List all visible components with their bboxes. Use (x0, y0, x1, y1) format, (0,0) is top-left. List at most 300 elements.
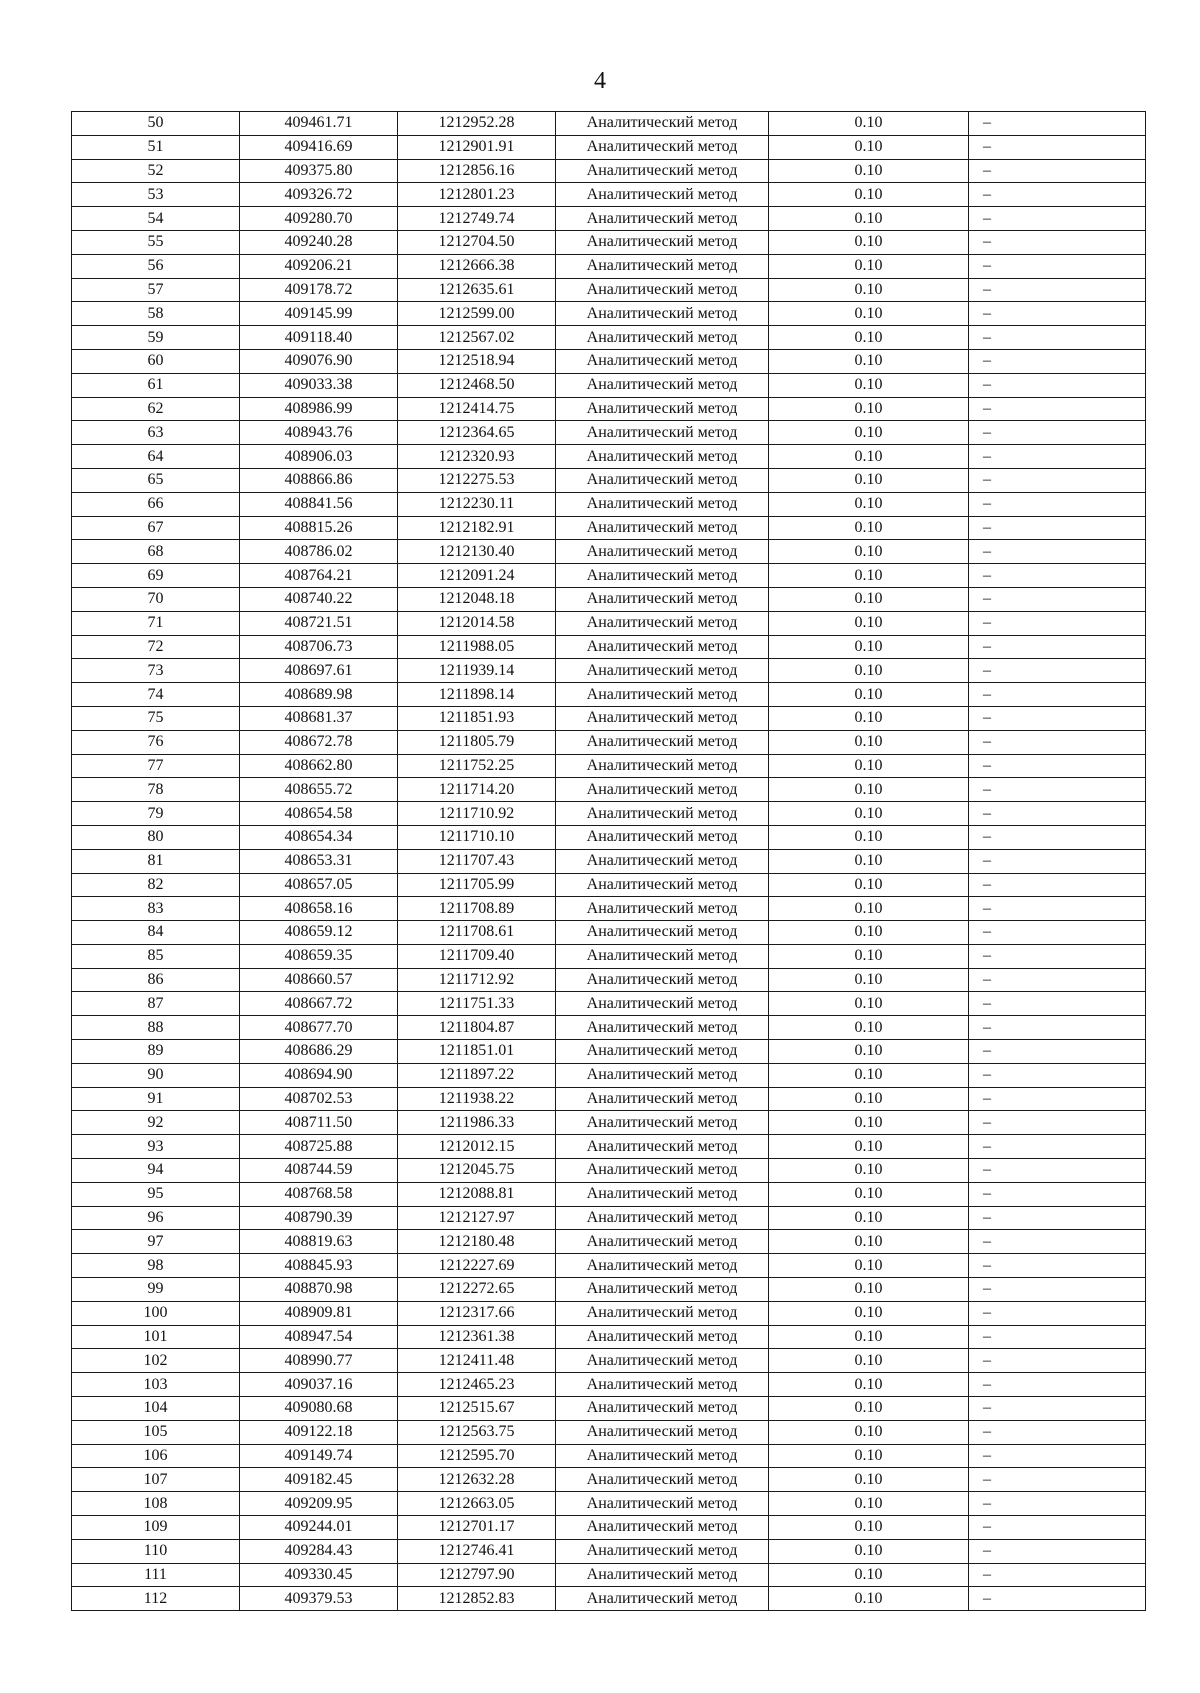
description-cell: – (969, 397, 1146, 421)
description-cell: – (969, 1016, 1146, 1040)
method-cell: Аналитический метод (556, 1516, 769, 1540)
coordinates-table (71, 111, 1146, 1611)
y-coordinate-cell: 1212563.75 (398, 1420, 556, 1444)
accuracy-cell: 0.10 (769, 1159, 969, 1183)
accuracy-cell: 0.10 (769, 1135, 969, 1159)
x-coordinate-cell: 408702.53 (240, 1087, 398, 1111)
x-coordinate-cell: 408986.99 (240, 397, 398, 421)
description-cell: – (969, 921, 1146, 945)
table-row (72, 302, 1146, 326)
description-cell: – (969, 349, 1146, 373)
description-cell: – (969, 968, 1146, 992)
accuracy-cell: 0.10 (769, 1397, 969, 1421)
y-coordinate-cell: 1212361.38 (398, 1325, 556, 1349)
accuracy-cell: 0.10 (769, 183, 969, 207)
x-coordinate-cell: 409033.38 (240, 373, 398, 397)
description-cell: – (969, 944, 1146, 968)
accuracy-cell: 0.10 (769, 802, 969, 826)
accuracy-cell: 0.10 (769, 1444, 969, 1468)
x-coordinate-cell: 409037.16 (240, 1373, 398, 1397)
accuracy-cell: 0.10 (769, 873, 969, 897)
x-coordinate-cell: 408790.39 (240, 1206, 398, 1230)
y-coordinate-cell: 1212856.16 (398, 159, 556, 183)
x-coordinate-cell: 409240.28 (240, 230, 398, 254)
point-number-cell: 81 (72, 849, 240, 873)
table-row (72, 968, 1146, 992)
accuracy-cell: 0.10 (769, 159, 969, 183)
description-cell: – (969, 992, 1146, 1016)
description-cell: – (969, 1468, 1146, 1492)
table-row (72, 635, 1146, 659)
y-coordinate-cell: 1212518.94 (398, 349, 556, 373)
table-row (72, 706, 1146, 730)
method-cell: Аналитический метод (556, 468, 769, 492)
description-cell: – (969, 1516, 1146, 1540)
x-coordinate-cell: 408721.51 (240, 611, 398, 635)
method-cell: Аналитический метод (556, 278, 769, 302)
point-number-cell: 50 (72, 112, 240, 136)
description-cell: – (969, 1206, 1146, 1230)
description-cell: – (969, 873, 1146, 897)
accuracy-cell: 0.10 (769, 302, 969, 326)
method-cell: Аналитический метод (556, 706, 769, 730)
method-cell: Аналитический метод (556, 373, 769, 397)
x-coordinate-cell: 408660.57 (240, 968, 398, 992)
accuracy-cell: 0.10 (769, 1539, 969, 1563)
accuracy-cell: 0.10 (769, 230, 969, 254)
accuracy-cell: 0.10 (769, 421, 969, 445)
point-number-cell: 67 (72, 516, 240, 540)
y-coordinate-cell: 1211804.87 (398, 1016, 556, 1040)
method-cell: Аналитический метод (556, 397, 769, 421)
accuracy-cell: 0.10 (769, 1325, 969, 1349)
point-number-cell: 52 (72, 159, 240, 183)
point-number-cell: 111 (72, 1563, 240, 1587)
method-cell: Аналитический метод (556, 1278, 769, 1302)
point-number-cell: 78 (72, 778, 240, 802)
y-coordinate-cell: 1211939.14 (398, 659, 556, 683)
method-cell: Аналитический метод (556, 1301, 769, 1325)
point-number-cell: 63 (72, 421, 240, 445)
point-number-cell: 77 (72, 754, 240, 778)
description-cell: – (969, 611, 1146, 635)
y-coordinate-cell: 1212567.02 (398, 326, 556, 350)
x-coordinate-cell: 409379.53 (240, 1587, 398, 1611)
x-coordinate-cell: 408657.05 (240, 873, 398, 897)
table-row (72, 159, 1146, 183)
point-number-cell: 96 (72, 1206, 240, 1230)
description-cell: – (969, 159, 1146, 183)
x-coordinate-cell: 408866.86 (240, 468, 398, 492)
table-row (72, 278, 1146, 302)
accuracy-cell: 0.10 (769, 968, 969, 992)
x-coordinate-cell: 408659.12 (240, 921, 398, 945)
table-row (72, 1206, 1146, 1230)
method-cell: Аналитический метод (556, 135, 769, 159)
y-coordinate-cell: 1212515.67 (398, 1397, 556, 1421)
x-coordinate-cell: 409326.72 (240, 183, 398, 207)
table-row (72, 944, 1146, 968)
y-coordinate-cell: 1211752.25 (398, 754, 556, 778)
method-cell: Аналитический метод (556, 254, 769, 278)
table-row (72, 468, 1146, 492)
x-coordinate-cell: 408659.35 (240, 944, 398, 968)
description-cell: – (969, 659, 1146, 683)
description-cell: – (969, 445, 1146, 469)
table-row (72, 1230, 1146, 1254)
accuracy-cell: 0.10 (769, 1182, 969, 1206)
point-number-cell: 66 (72, 492, 240, 516)
table-row (72, 825, 1146, 849)
method-cell: Аналитический метод (556, 921, 769, 945)
accuracy-cell: 0.10 (769, 1206, 969, 1230)
y-coordinate-cell: 1212704.50 (398, 230, 556, 254)
y-coordinate-cell: 1212048.18 (398, 587, 556, 611)
x-coordinate-cell: 409182.45 (240, 1468, 398, 1492)
method-cell: Аналитический метод (556, 349, 769, 373)
y-coordinate-cell: 1211710.92 (398, 802, 556, 826)
table-row (72, 1040, 1146, 1064)
y-coordinate-cell: 1211938.22 (398, 1087, 556, 1111)
point-number-cell: 102 (72, 1349, 240, 1373)
method-cell: Аналитический метод (556, 1420, 769, 1444)
method-cell: Аналитический метод (556, 873, 769, 897)
description-cell: – (969, 492, 1146, 516)
x-coordinate-cell: 408681.37 (240, 706, 398, 730)
method-cell: Аналитический метод (556, 1325, 769, 1349)
description-cell: – (969, 207, 1146, 231)
description-cell: – (969, 254, 1146, 278)
x-coordinate-cell: 409280.70 (240, 207, 398, 231)
x-coordinate-cell: 409284.43 (240, 1539, 398, 1563)
table-row (72, 730, 1146, 754)
description-cell: – (969, 516, 1146, 540)
x-coordinate-cell: 409206.21 (240, 254, 398, 278)
point-number-cell: 83 (72, 897, 240, 921)
x-coordinate-cell: 408667.72 (240, 992, 398, 1016)
description-cell: – (969, 468, 1146, 492)
method-cell: Аналитический метод (556, 1182, 769, 1206)
accuracy-cell: 0.10 (769, 516, 969, 540)
x-coordinate-cell: 408943.76 (240, 421, 398, 445)
y-coordinate-cell: 1212952.28 (398, 112, 556, 136)
method-cell: Аналитический метод (556, 326, 769, 350)
description-cell: – (969, 1159, 1146, 1183)
x-coordinate-cell: 408654.34 (240, 825, 398, 849)
point-number-cell: 95 (72, 1182, 240, 1206)
point-number-cell: 58 (72, 302, 240, 326)
table-row (72, 183, 1146, 207)
x-coordinate-cell: 408725.88 (240, 1135, 398, 1159)
accuracy-cell: 0.10 (769, 921, 969, 945)
description-cell: – (969, 635, 1146, 659)
method-cell: Аналитический метод (556, 421, 769, 445)
y-coordinate-cell: 1211986.33 (398, 1111, 556, 1135)
point-number-cell: 94 (72, 1159, 240, 1183)
y-coordinate-cell: 1211712.92 (398, 968, 556, 992)
description-cell: – (969, 754, 1146, 778)
accuracy-cell: 0.10 (769, 1516, 969, 1540)
point-number-cell: 71 (72, 611, 240, 635)
accuracy-cell: 0.10 (769, 326, 969, 350)
table-row (72, 112, 1146, 136)
accuracy-cell: 0.10 (769, 635, 969, 659)
x-coordinate-cell: 408662.80 (240, 754, 398, 778)
y-coordinate-cell: 1211751.33 (398, 992, 556, 1016)
description-cell: – (969, 825, 1146, 849)
table-row (72, 254, 1146, 278)
table-row (72, 540, 1146, 564)
table-row (72, 1159, 1146, 1183)
description-cell: – (969, 326, 1146, 350)
table-row (72, 373, 1146, 397)
accuracy-cell: 0.10 (769, 564, 969, 588)
table-row (72, 492, 1146, 516)
point-number-cell: 110 (72, 1539, 240, 1563)
accuracy-cell: 0.10 (769, 397, 969, 421)
accuracy-cell: 0.10 (769, 659, 969, 683)
method-cell: Аналитический метод (556, 1373, 769, 1397)
accuracy-cell: 0.10 (769, 1111, 969, 1135)
x-coordinate-cell: 408706.73 (240, 635, 398, 659)
method-cell: Аналитический метод (556, 1206, 769, 1230)
accuracy-cell: 0.10 (769, 778, 969, 802)
method-cell: Аналитический метод (556, 1349, 769, 1373)
accuracy-cell: 0.10 (769, 730, 969, 754)
coordinates-table-body (72, 112, 1146, 1611)
accuracy-cell: 0.10 (769, 1468, 969, 1492)
method-cell: Аналитический метод (556, 897, 769, 921)
method-cell: Аналитический метод (556, 1397, 769, 1421)
table-row (72, 1278, 1146, 1302)
x-coordinate-cell: 409178.72 (240, 278, 398, 302)
method-cell: Аналитический метод (556, 1135, 769, 1159)
accuracy-cell: 0.10 (769, 611, 969, 635)
table-row (72, 873, 1146, 897)
point-number-cell: 85 (72, 944, 240, 968)
y-coordinate-cell: 1212180.48 (398, 1230, 556, 1254)
y-coordinate-cell: 1211709.40 (398, 944, 556, 968)
method-cell: Аналитический метод (556, 968, 769, 992)
x-coordinate-cell: 408653.31 (240, 849, 398, 873)
method-cell: Аналитический метод (556, 1063, 769, 1087)
method-cell: Аналитический метод (556, 564, 769, 588)
y-coordinate-cell: 1212411.48 (398, 1349, 556, 1373)
method-cell: Аналитический метод (556, 516, 769, 540)
point-number-cell: 86 (72, 968, 240, 992)
accuracy-cell: 0.10 (769, 1254, 969, 1278)
accuracy-cell: 0.10 (769, 373, 969, 397)
y-coordinate-cell: 1212852.83 (398, 1587, 556, 1611)
point-number-cell: 100 (72, 1301, 240, 1325)
description-cell: – (969, 540, 1146, 564)
y-coordinate-cell: 1212317.66 (398, 1301, 556, 1325)
description-cell: – (969, 302, 1146, 326)
method-cell: Аналитический метод (556, 112, 769, 136)
method-cell: Аналитический метод (556, 754, 769, 778)
y-coordinate-cell: 1212320.93 (398, 445, 556, 469)
accuracy-cell: 0.10 (769, 254, 969, 278)
y-coordinate-cell: 1212599.00 (398, 302, 556, 326)
y-coordinate-cell: 1211708.61 (398, 921, 556, 945)
description-cell: – (969, 1397, 1146, 1421)
method-cell: Аналитический метод (556, 1539, 769, 1563)
point-number-cell: 56 (72, 254, 240, 278)
point-number-cell: 65 (72, 468, 240, 492)
table-row (72, 1063, 1146, 1087)
description-cell: – (969, 1420, 1146, 1444)
y-coordinate-cell: 1212275.53 (398, 468, 556, 492)
point-number-cell: 59 (72, 326, 240, 350)
y-coordinate-cell: 1212595.70 (398, 1444, 556, 1468)
point-number-cell: 92 (72, 1111, 240, 1135)
method-cell: Аналитический метод (556, 1254, 769, 1278)
description-cell: – (969, 849, 1146, 873)
x-coordinate-cell: 408764.21 (240, 564, 398, 588)
y-coordinate-cell: 1212801.23 (398, 183, 556, 207)
table-row (72, 1563, 1146, 1587)
description-cell: – (969, 183, 1146, 207)
method-cell: Аналитический метод (556, 778, 769, 802)
description-cell: – (969, 1278, 1146, 1302)
method-cell: Аналитический метод (556, 1563, 769, 1587)
method-cell: Аналитический метод (556, 635, 769, 659)
accuracy-cell: 0.10 (769, 468, 969, 492)
table-row (72, 849, 1146, 873)
point-number-cell: 108 (72, 1492, 240, 1516)
description-cell: – (969, 587, 1146, 611)
point-number-cell: 98 (72, 1254, 240, 1278)
y-coordinate-cell: 1212701.17 (398, 1516, 556, 1540)
point-number-cell: 87 (72, 992, 240, 1016)
table-row (72, 897, 1146, 921)
point-number-cell: 74 (72, 683, 240, 707)
point-number-cell: 64 (72, 445, 240, 469)
description-cell: – (969, 1040, 1146, 1064)
accuracy-cell: 0.10 (769, 445, 969, 469)
method-cell: Аналитический метод (556, 683, 769, 707)
method-cell: Аналитический метод (556, 1587, 769, 1611)
table-row (72, 1111, 1146, 1135)
accuracy-cell: 0.10 (769, 1563, 969, 1587)
table-row (72, 1420, 1146, 1444)
point-number-cell: 73 (72, 659, 240, 683)
y-coordinate-cell: 1211705.99 (398, 873, 556, 897)
description-cell: – (969, 1587, 1146, 1611)
x-coordinate-cell: 408990.77 (240, 1349, 398, 1373)
accuracy-cell: 0.10 (769, 706, 969, 730)
description-cell: – (969, 1539, 1146, 1563)
table-row (72, 445, 1146, 469)
description-cell: – (969, 1325, 1146, 1349)
accuracy-cell: 0.10 (769, 1016, 969, 1040)
accuracy-cell: 0.10 (769, 754, 969, 778)
x-coordinate-cell: 409149.74 (240, 1444, 398, 1468)
y-coordinate-cell: 1212414.75 (398, 397, 556, 421)
method-cell: Аналитический метод (556, 992, 769, 1016)
method-cell: Аналитический метод (556, 207, 769, 231)
description-cell: – (969, 421, 1146, 445)
table-row (72, 230, 1146, 254)
description-cell: – (969, 802, 1146, 826)
table-row (72, 1397, 1146, 1421)
table-row (72, 135, 1146, 159)
accuracy-cell: 0.10 (769, 1063, 969, 1087)
table-row (72, 1254, 1146, 1278)
point-number-cell: 103 (72, 1373, 240, 1397)
x-coordinate-cell: 408786.02 (240, 540, 398, 564)
method-cell: Аналитический метод (556, 1016, 769, 1040)
point-number-cell: 109 (72, 1516, 240, 1540)
accuracy-cell: 0.10 (769, 1230, 969, 1254)
table-row (72, 754, 1146, 778)
point-number-cell: 90 (72, 1063, 240, 1087)
method-cell: Аналитический метод (556, 802, 769, 826)
point-number-cell: 68 (72, 540, 240, 564)
method-cell: Аналитический метод (556, 944, 769, 968)
method-cell: Аналитический метод (556, 730, 769, 754)
description-cell: – (969, 1444, 1146, 1468)
accuracy-cell: 0.10 (769, 683, 969, 707)
y-coordinate-cell: 1212045.75 (398, 1159, 556, 1183)
y-coordinate-cell: 1211898.14 (398, 683, 556, 707)
accuracy-cell: 0.10 (769, 1420, 969, 1444)
y-coordinate-cell: 1211710.10 (398, 825, 556, 849)
y-coordinate-cell: 1212746.41 (398, 1539, 556, 1563)
accuracy-cell: 0.10 (769, 492, 969, 516)
y-coordinate-cell: 1212749.74 (398, 207, 556, 231)
y-coordinate-cell: 1211988.05 (398, 635, 556, 659)
point-number-cell: 91 (72, 1087, 240, 1111)
y-coordinate-cell: 1212014.58 (398, 611, 556, 635)
y-coordinate-cell: 1212130.40 (398, 540, 556, 564)
x-coordinate-cell: 408654.58 (240, 802, 398, 826)
point-number-cell: 99 (72, 1278, 240, 1302)
x-coordinate-cell: 408658.16 (240, 897, 398, 921)
table-row (72, 326, 1146, 350)
table-row (72, 1539, 1146, 1563)
method-cell: Аналитический метод (556, 1111, 769, 1135)
method-cell: Аналитический метод (556, 849, 769, 873)
x-coordinate-cell: 408697.61 (240, 659, 398, 683)
accuracy-cell: 0.10 (769, 1087, 969, 1111)
x-coordinate-cell: 408841.56 (240, 492, 398, 516)
description-cell: – (969, 564, 1146, 588)
y-coordinate-cell: 1212127.97 (398, 1206, 556, 1230)
y-coordinate-cell: 1212632.28 (398, 1468, 556, 1492)
x-coordinate-cell: 409375.80 (240, 159, 398, 183)
y-coordinate-cell: 1212465.23 (398, 1373, 556, 1397)
x-coordinate-cell: 408694.90 (240, 1063, 398, 1087)
y-coordinate-cell: 1212663.05 (398, 1492, 556, 1516)
description-cell: – (969, 1301, 1146, 1325)
point-number-cell: 105 (72, 1420, 240, 1444)
y-coordinate-cell: 1212227.69 (398, 1254, 556, 1278)
x-coordinate-cell: 408819.63 (240, 1230, 398, 1254)
table-row (72, 683, 1146, 707)
table-row (72, 1492, 1146, 1516)
description-cell: – (969, 1254, 1146, 1278)
accuracy-cell: 0.10 (769, 1587, 969, 1611)
y-coordinate-cell: 1212182.91 (398, 516, 556, 540)
accuracy-cell: 0.10 (769, 1278, 969, 1302)
method-cell: Аналитический метод (556, 492, 769, 516)
method-cell: Аналитический метод (556, 1040, 769, 1064)
method-cell: Аналитический метод (556, 1444, 769, 1468)
description-cell: – (969, 1373, 1146, 1397)
description-cell: – (969, 730, 1146, 754)
y-coordinate-cell: 1211851.93 (398, 706, 556, 730)
